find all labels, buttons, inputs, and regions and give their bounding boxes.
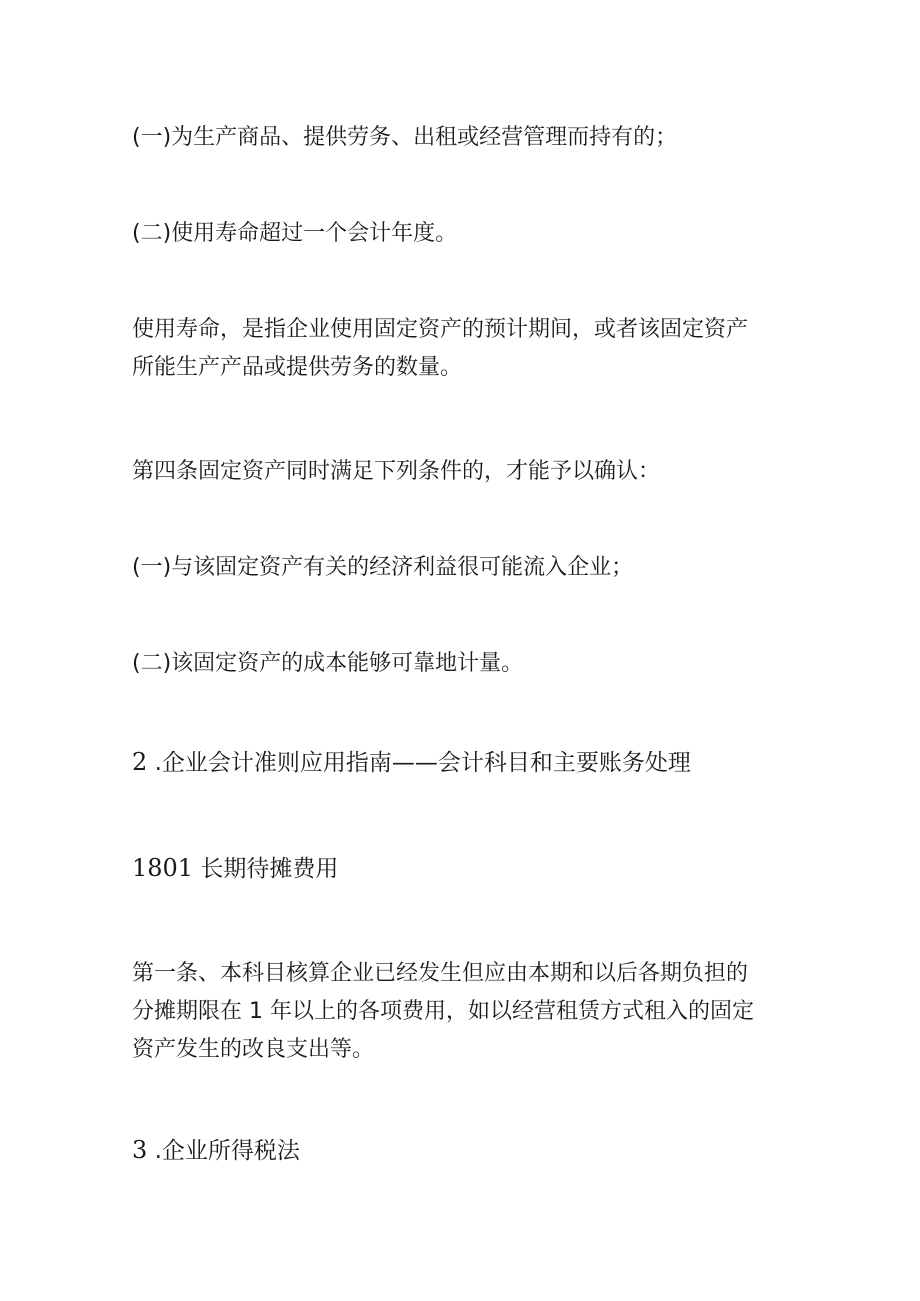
condition-one: (一)与该固定资产有关的经济利益很可能流入企业；: [132, 555, 634, 580]
lifespan-definition-line-2: 所能生产产品或提供劳务的数量。: [132, 355, 463, 380]
account-title: 长期待摊费用: [193, 856, 339, 882]
section-heading-2: [132, 743, 812, 782]
clause-one-purpose: (一)为生产商品、提供劳务、出租或经营管理而持有的；: [132, 125, 678, 150]
section-title-2: .企业会计准则应用指南——会计科目和主要账务处理: [147, 750, 691, 776]
article-one-line-1: 第一条、本科目核算企业已经发生但应由本期和以后各期负担的: [132, 961, 749, 986]
article-one-line-2: 分摊期限在 1 年以上的各项费用，如以经营租赁方式租入的固定: [132, 999, 754, 1024]
article-four: 第四条固定资产同时满足下列条件的，才能予以确认：: [132, 459, 661, 484]
section-number-3: 3: [132, 1136, 148, 1164]
section-number-2: 2: [132, 748, 148, 776]
article-one-description: [132, 955, 812, 1069]
section-heading-3: [132, 1131, 812, 1170]
section-title-3: .企业所得税法: [147, 1138, 300, 1164]
account-code: 1801: [132, 854, 194, 882]
lifespan-definition: [132, 311, 812, 387]
article-one-line-3: 资产发生的改良支出等。: [132, 1037, 375, 1062]
condition-two: (二)该固定资产的成本能够可靠地计量。: [132, 651, 524, 676]
lifespan-definition-line-1: 使用寿命，是指企业使用固定资产的预计期间，或者该固定资产: [132, 317, 749, 342]
clause-two-lifespan: (二)使用寿命超过一个会计年度。: [132, 221, 458, 246]
account-heading-1801: [132, 849, 812, 888]
